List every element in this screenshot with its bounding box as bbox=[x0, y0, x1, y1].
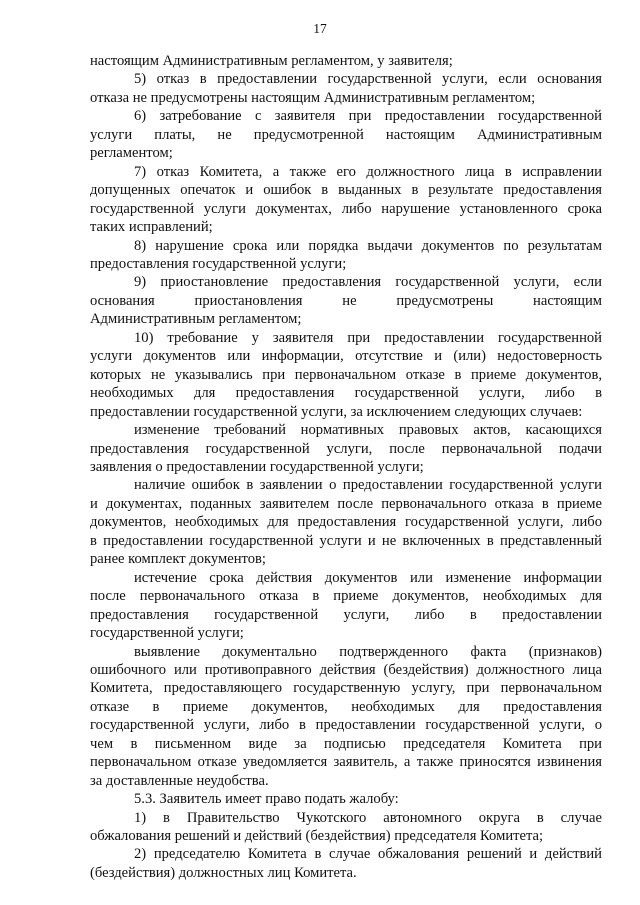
text-line: 5.3. Заявитель имеет право подать жалобу: bbox=[134, 791, 399, 808]
text-line: допущенных опечаток и ошибок в выданных в результате предоставления bbox=[90, 182, 602, 199]
text-line: таких исправлений; bbox=[90, 219, 213, 236]
paragraph bbox=[90, 52, 602, 70]
text-line: 7) отказ Комитета, а также его должностного лица в исправлении bbox=[134, 163, 602, 180]
paragraph bbox=[90, 643, 602, 791]
text-line: регламентом; bbox=[90, 145, 173, 162]
text-line: предоставления государственной услуги, либо в предоставлении bbox=[90, 606, 602, 623]
paragraph bbox=[90, 107, 602, 162]
text-line: изменение требований нормативных правовых актов, касающихся bbox=[134, 422, 602, 439]
paragraph bbox=[90, 809, 602, 846]
paragraph bbox=[90, 421, 602, 476]
text-line: 5) отказ в предоставлении государственной услуги, если основания bbox=[134, 71, 602, 88]
text-line: основания приостановления не предусмотрены настоящим bbox=[90, 292, 602, 309]
text-line: выявление документально подтвержденного факта (признаков) bbox=[134, 643, 602, 660]
text-line: 10) требование у заявителя при предоставлении государственной bbox=[134, 329, 602, 346]
text-line: заявления о предоставлении государственной услуги; bbox=[90, 458, 424, 475]
text-line: за доставленные неудобства. bbox=[90, 772, 269, 789]
text-line: чем в письменном виде за подписью председателя Комитета при bbox=[90, 735, 602, 752]
paragraph bbox=[90, 70, 602, 107]
paragraph bbox=[90, 569, 602, 643]
text-line: необходимых для предоставления государственной услуги, либо в bbox=[90, 385, 602, 402]
text-line: в предоставлении государственной услуги и не включенных в представленный bbox=[90, 532, 602, 549]
text-line: государственной услуги документах, либо нарушение установленного срока bbox=[90, 200, 602, 217]
document-body bbox=[90, 52, 602, 882]
text-line: которых не указывались при первоначальном отказе в приеме документов, bbox=[90, 366, 602, 383]
text-line: предоставления государственной услуги; bbox=[90, 255, 347, 272]
paragraph bbox=[90, 237, 602, 274]
paragraph bbox=[90, 163, 602, 237]
text-line: ошибочного или противоправного действия (бездействия) должностного лица bbox=[90, 661, 602, 678]
text-line: предоставления государственной услуги, после первоначальной подачи bbox=[90, 440, 602, 457]
page-number: 17 bbox=[313, 21, 327, 36]
paragraph bbox=[90, 329, 602, 421]
text-line: отказе в приеме документов, необходимых для предоставления bbox=[90, 698, 602, 715]
text-line: ранее комплект документов; bbox=[90, 551, 266, 568]
paragraph bbox=[90, 790, 602, 808]
text-line: 2) председателю Комитета в случае обжалования решений и действий bbox=[134, 846, 602, 863]
paragraph bbox=[90, 476, 602, 568]
text-line: обжалования решений и действий (бездействия) председателя Комитета; bbox=[90, 828, 544, 845]
text-line: и документах, поданных заявителем после первоначального отказа в приеме bbox=[90, 495, 602, 512]
text-line: настоящим Административным регламентом, у заявителя; bbox=[90, 53, 453, 69]
text-line: 8) нарушение срока или порядка выдачи документов по результатам bbox=[134, 237, 602, 254]
text-line: предоставлении государственной услуги, за исключением следующих случаев: bbox=[90, 403, 583, 420]
text-line: государственной услуги, либо в предоставлении государственной услуги, о bbox=[90, 717, 602, 734]
text-line: 9) приостановление предоставления государственной услуги, если bbox=[134, 274, 602, 291]
text-line: услуги документов или информации, отсутствие и (или) недостоверность bbox=[90, 348, 602, 365]
text-line: истечение срока действия документов или изменение информации bbox=[134, 569, 602, 586]
text-line: Комитета, предоставляющего государственную услугу, при первоначальном bbox=[90, 680, 602, 697]
text-line: 6) затребование с заявителя при предоставлении государственной bbox=[134, 108, 602, 125]
text-line: (бездействия) должностных лиц Комитета. bbox=[90, 864, 357, 881]
text-line: наличие ошибок в заявлении о предоставлении государственной услуги bbox=[134, 477, 602, 494]
text-line: отказа не предусмотрены настоящим Административным регламентом; bbox=[90, 89, 536, 106]
text-line: 1) в Правительство Чукотского автономного округа в случае bbox=[134, 809, 602, 826]
text-line: документов, необходимых для предоставления государственной услуги, либо bbox=[90, 514, 602, 531]
text-line: услуги платы, не предусмотренной настоящим Административным bbox=[90, 126, 602, 143]
paragraph bbox=[90, 845, 602, 882]
text-line: государственной услуги; bbox=[90, 625, 244, 642]
text-line: после первоначального отказа в приеме документов, необходимых для bbox=[90, 588, 602, 605]
text-line: первоначальном отказе уведомляется заявитель, а также приносятся извинения bbox=[90, 754, 602, 771]
text-line: Административным регламентом; bbox=[90, 311, 302, 328]
paragraph bbox=[90, 273, 602, 328]
